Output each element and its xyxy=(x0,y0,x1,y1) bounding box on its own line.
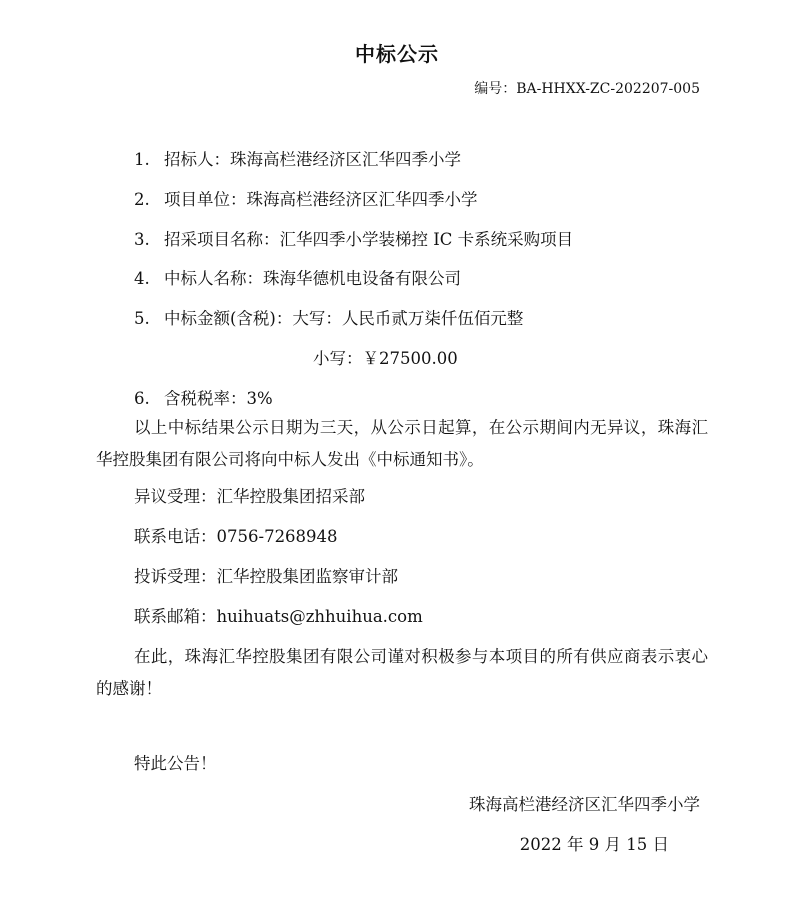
page-title: 中标公示 xyxy=(355,42,439,66)
list-item-text: 中标人名称：珠海华德机电设备有限公司 xyxy=(164,269,461,288)
list-item-number: 6. xyxy=(134,389,150,408)
email-contact: 联系邮箱：huihuats@zhhuihua.com xyxy=(134,607,423,626)
list-item-number: 2. xyxy=(134,190,150,209)
document-number: 编号：BA-HHXX-ZC-202207-005 xyxy=(474,81,700,97)
list-item-number: 4. xyxy=(134,269,150,288)
list-item-project-name xyxy=(134,229,573,251)
thanks-paragraph: 在此，珠海汇华控股集团有限公司谨对积极参与本项目的所有供应商表示衷心的感谢！ xyxy=(96,647,708,698)
list-item-text: 招采项目名称：汇华四季小学装梯控 IC 卡系统采购项目 xyxy=(164,230,574,249)
objection-contact: 异议受理：汇华控股集团招采部 xyxy=(134,487,365,506)
list-item-text: 含税税率：3% xyxy=(164,389,273,408)
list-item-tax-rate xyxy=(134,388,273,410)
list-item-winner xyxy=(134,268,461,290)
list-item-project-unit xyxy=(134,189,478,211)
closing-statement: 特此公告！ xyxy=(134,754,217,773)
list-item-number: 5. xyxy=(134,309,150,328)
list-item-text: 招标人：珠海高栏港经济区汇华四季小学 xyxy=(164,150,461,169)
list-item-text: 中标金额(含税)：大写：人民币贰万柒仟伍佰元整 xyxy=(164,309,524,328)
list-item-number: 1. xyxy=(134,150,150,169)
list-item-text: 项目单位：珠海高栏港经济区汇华四季小学 xyxy=(164,190,478,209)
amount-in-figures: 小写：￥27500.00 xyxy=(313,349,458,368)
signature-date: 2022 年 9 月 15 日 xyxy=(519,835,669,854)
notice-paragraph: 以上中标结果公示日期为三天，从公示日起算，在公示期间内无异议，珠海汇华控股集团有限公司将向中标人发出《中标通知书》。 xyxy=(96,418,708,469)
list-item-tenderer xyxy=(134,149,461,171)
list-item-amount xyxy=(134,308,523,330)
list-item-number: 3. xyxy=(134,230,150,249)
phone-contact: 联系电话：0756-7268948 xyxy=(134,527,338,546)
complaint-contact: 投诉受理：汇华控股集团监察审计部 xyxy=(134,567,398,586)
signature-organization: 珠海高栏港经济区汇华四季小学 xyxy=(469,795,700,814)
